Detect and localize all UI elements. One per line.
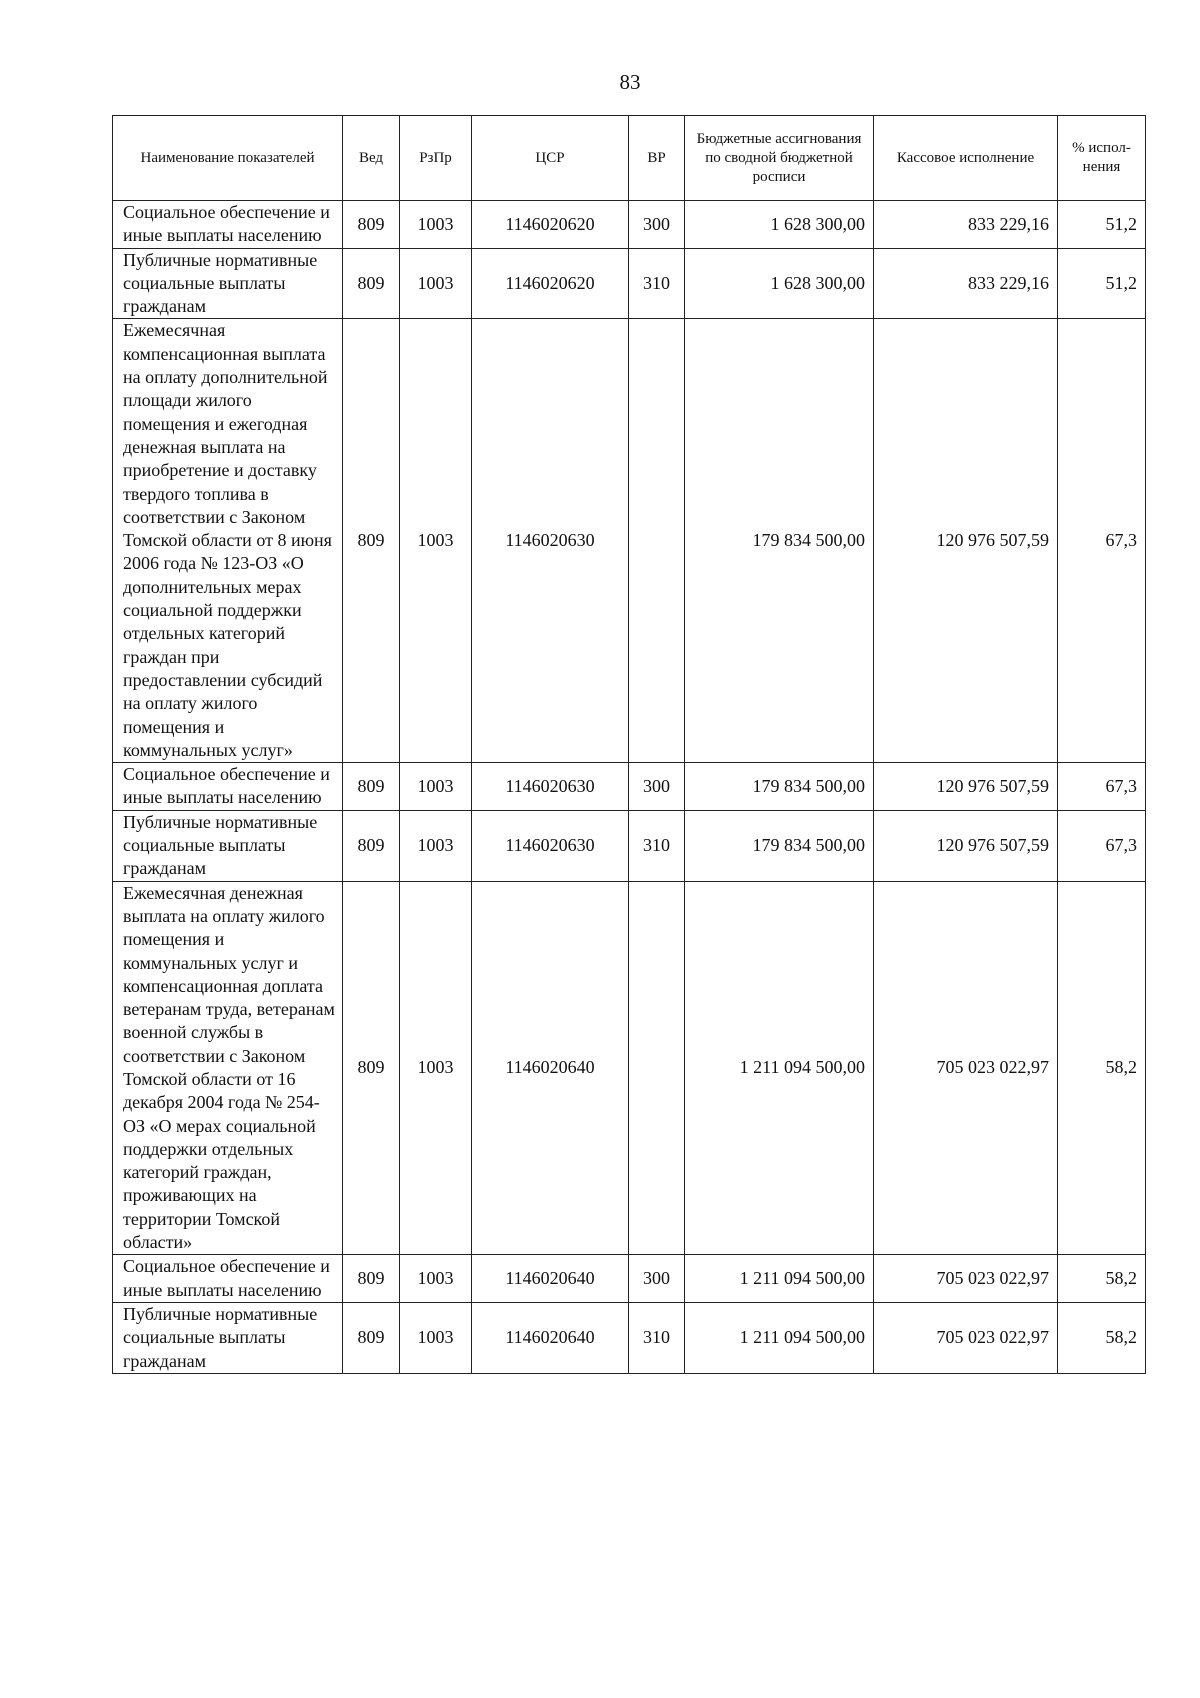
- table-row: [113, 763, 1146, 811]
- cell-name: Публичные нормативные социальные выплаты гражданам: [113, 810, 343, 881]
- cell-ved: 809: [343, 319, 400, 763]
- cell-name: Публичные нормативные социальные выплаты гражданам: [113, 1302, 343, 1373]
- budget-table: [112, 115, 1146, 1374]
- cell-rzpr: 1003: [400, 319, 472, 763]
- header-ved: Вед: [343, 116, 400, 201]
- cell-vr: 310: [629, 1302, 685, 1373]
- cell-pct: 58,2: [1058, 1302, 1146, 1373]
- table-row: [113, 201, 1146, 249]
- cell-cash: 705 023 022,97: [874, 1255, 1058, 1303]
- cell-budget: 1 628 300,00: [685, 248, 874, 319]
- cell-vr: 310: [629, 248, 685, 319]
- cell-vr: 300: [629, 201, 685, 249]
- cell-rzpr: 1003: [400, 1255, 472, 1303]
- cell-pct: 58,2: [1058, 881, 1146, 1255]
- cell-pct: 67,3: [1058, 763, 1146, 811]
- cell-name: Социальное обеспечение и иные выплаты населению: [113, 763, 343, 811]
- cell-csr: 1146020630: [472, 810, 629, 881]
- cell-pct: 51,2: [1058, 248, 1146, 319]
- cell-vr: 300: [629, 763, 685, 811]
- table-row: [113, 881, 1146, 1255]
- cell-csr: 1146020640: [472, 881, 629, 1255]
- page-number: 83: [619, 70, 641, 94]
- table-row: [113, 1302, 1146, 1373]
- header-budget: Бюджетные ассигнования по сводной бюджетной росписи: [685, 116, 874, 201]
- cell-cash: 120 976 507,59: [874, 319, 1058, 763]
- cell-budget: 1 211 094 500,00: [685, 1255, 874, 1303]
- cell-rzpr: 1003: [400, 201, 472, 249]
- cell-csr: 1146020620: [472, 248, 629, 319]
- cell-name: Ежемесячная денежная выплата на оплату жилого помещения и коммунальных услуг и компенсационная доплата ветеранам труда, ветеранам военной службы в соответствии с Законом Томской области от 16 декабря 2004 года № 254-ОЗ «О мерах социальной поддержки отдельных категорий граждан, проживающих на территории Томской области»: [113, 881, 343, 1255]
- cell-budget: 179 834 500,00: [685, 810, 874, 881]
- header-cash: Кассовое исполнение: [874, 116, 1058, 201]
- cell-rzpr: 1003: [400, 881, 472, 1255]
- cell-budget: 179 834 500,00: [685, 763, 874, 811]
- cell-rzpr: 1003: [400, 1302, 472, 1373]
- cell-csr: 1146020630: [472, 763, 629, 811]
- cell-cash: 833 229,16: [874, 248, 1058, 319]
- table-row: [113, 810, 1146, 881]
- table-header-row: [113, 116, 1146, 201]
- cell-vr: [629, 881, 685, 1255]
- cell-csr: 1146020640: [472, 1255, 629, 1303]
- cell-cash: 120 976 507,59: [874, 763, 1058, 811]
- cell-name: Социальное обеспечение и иные выплаты населению: [113, 1255, 343, 1303]
- cell-rzpr: 1003: [400, 763, 472, 811]
- cell-cash: 120 976 507,59: [874, 810, 1058, 881]
- cell-vr: 300: [629, 1255, 685, 1303]
- cell-csr: 1146020620: [472, 201, 629, 249]
- cell-csr: 1146020630: [472, 319, 629, 763]
- cell-cash: 705 023 022,97: [874, 1302, 1058, 1373]
- cell-budget: 1 628 300,00: [685, 201, 874, 249]
- table-row: [113, 319, 1146, 763]
- cell-pct: 67,3: [1058, 810, 1146, 881]
- cell-budget: 1 211 094 500,00: [685, 1302, 874, 1373]
- header-pct: % испол-нения: [1058, 116, 1146, 201]
- header-rzpr: РзПр: [400, 116, 472, 201]
- header-vr: ВР: [629, 116, 685, 201]
- cell-ved: 809: [343, 763, 400, 811]
- table-row: [113, 1255, 1146, 1303]
- cell-name: Социальное обеспечение и иные выплаты населению: [113, 201, 343, 249]
- cell-rzpr: 1003: [400, 248, 472, 319]
- header-name: Наименование показателей: [113, 116, 343, 201]
- cell-ved: 809: [343, 1302, 400, 1373]
- cell-name: Ежемесячная компенсационная выплата на оплату дополнительной площади жилого помещения и ежегодная денежная выплата на приобретение и доставку твердого топлива в соответствии с Законом Томской области от 8 июня 2006 года № 123-ОЗ «О дополнительных мерах социальной поддержки отдельных категорий граждан при предоставлении субсидий на оплату жилого помещения и коммунальных услуг»: [113, 319, 343, 763]
- table-row: [113, 248, 1146, 319]
- cell-pct: 67,3: [1058, 319, 1146, 763]
- header-csr: ЦСР: [472, 116, 629, 201]
- cell-ved: 809: [343, 881, 400, 1255]
- cell-budget: 1 211 094 500,00: [685, 881, 874, 1255]
- cell-cash: 705 023 022,97: [874, 881, 1058, 1255]
- cell-ved: 809: [343, 201, 400, 249]
- cell-name: Публичные нормативные социальные выплаты гражданам: [113, 248, 343, 319]
- cell-cash: 833 229,16: [874, 201, 1058, 249]
- cell-csr: 1146020640: [472, 1302, 629, 1373]
- cell-rzpr: 1003: [400, 810, 472, 881]
- cell-vr: 310: [629, 810, 685, 881]
- cell-pct: 51,2: [1058, 201, 1146, 249]
- cell-vr: [629, 319, 685, 763]
- cell-ved: 809: [343, 810, 400, 881]
- cell-ved: 809: [343, 1255, 400, 1303]
- cell-budget: 179 834 500,00: [685, 319, 874, 763]
- cell-ved: 809: [343, 248, 400, 319]
- cell-pct: 58,2: [1058, 1255, 1146, 1303]
